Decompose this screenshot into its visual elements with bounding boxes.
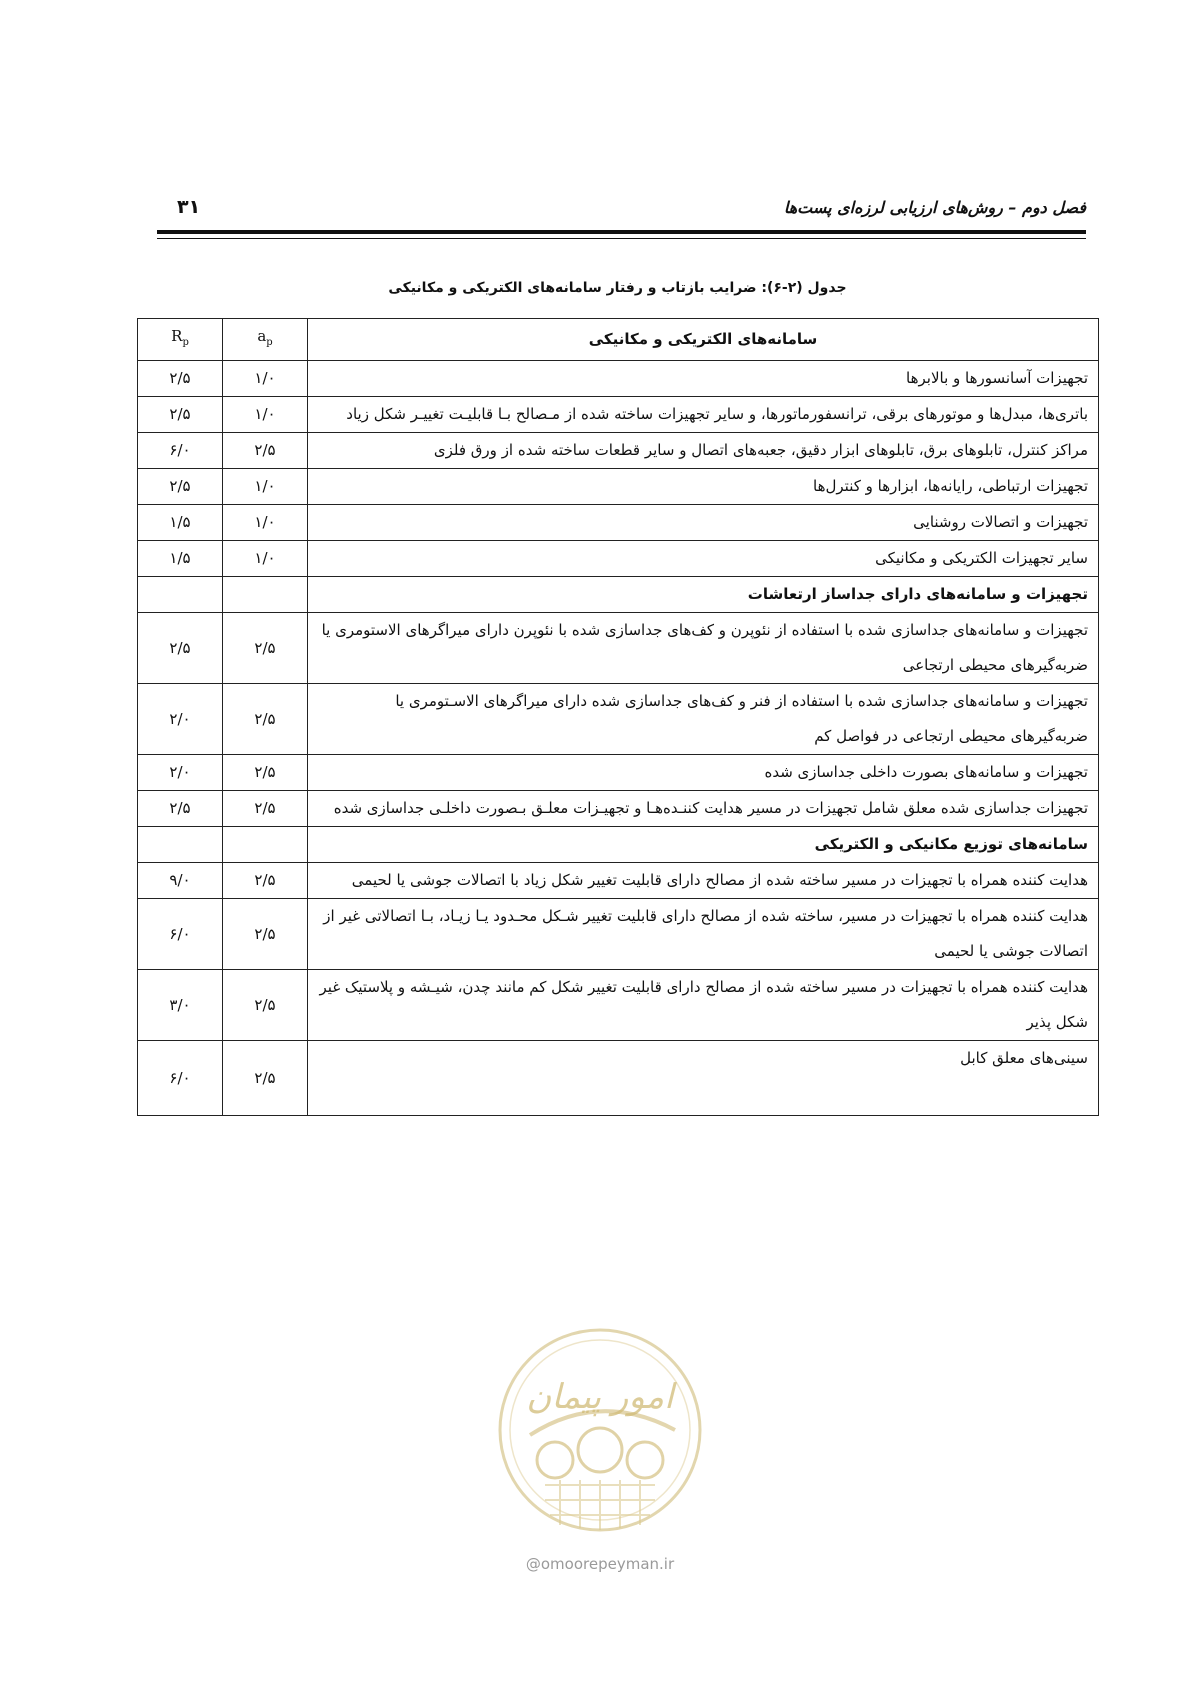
section-row: [138, 827, 1099, 863]
row-description: تجهیزات و اتصالات روشنایی: [308, 505, 1099, 541]
header-ap-main: a: [257, 327, 267, 345]
row-rp: ۲/۵: [138, 613, 223, 684]
row-ap: ۲/۵: [223, 755, 308, 791]
row-description: هدایت کننده همراه با تجهیزات در مسیر ساخته شده از مصالح دارای قابلیت تغییر شکل زیاد با اتصالات جوشی یا لحیمی: [308, 863, 1099, 899]
row-description: تجهیزات آسانسورها و بالابرها: [308, 361, 1099, 397]
row-rp: ۲/۵: [138, 791, 223, 827]
section-title: تجهیزات و سامانه‌های دارای جداساز ارتعاشات: [308, 577, 1099, 613]
header-rp: [138, 319, 223, 361]
row-rp: ۲/۰: [138, 684, 223, 755]
row-rp: ۱/۵: [138, 541, 223, 577]
table-row: [138, 361, 1099, 397]
table-row: [138, 541, 1099, 577]
row-ap: ۲/۵: [223, 863, 308, 899]
row-description: باتری‌ها، مبدل‌ها و موتورهای برقی، ترانسفورماتورها، و سایر تجهیزات ساخته شده از مـصالح بـا قابلیـت تغییـر شکل زیاد: [308, 397, 1099, 433]
page-number: ۳۱: [177, 196, 201, 218]
table-row: [138, 433, 1099, 469]
table-row: [138, 970, 1099, 1041]
watermark-gears: [537, 1428, 663, 1478]
row-description: تجهیزات و سامانه‌های جداسازی شده با استفاده از فنر و کف‌های جداسازی شده دارای میراگرهای الاسـتومری یا ضربه‌گیرهای محیطی ارتجاعی در فواصل کم: [308, 684, 1099, 755]
row-description: سایر تجهیزات الکتریکی و مکانیکی: [308, 541, 1099, 577]
chapter-title: فصل دوم – روش‌های ارزیابی لرزه‌ای پست‌ها: [783, 198, 1086, 217]
row-ap: ۲/۵: [223, 899, 308, 970]
row-ap: ۱/۰: [223, 541, 308, 577]
row-ap: ۲/۵: [223, 970, 308, 1041]
row-description: هدایت کننده همراه با تجهیزات در مسیر، ساخته شده از مصالح دارای قابلیت تغییر شـکل محـدود یـا زیـاد، بـا اتصالاتی غیر از اتصالات جوشی یا لحیمی: [308, 899, 1099, 970]
row-description: تجهیزات و سامانه‌های بصورت داخلی جداسازی شده: [308, 755, 1099, 791]
header-rp-main: R: [171, 327, 183, 345]
row-rp: ۲/۰: [138, 755, 223, 791]
row-ap: [223, 827, 308, 863]
row-ap: ۲/۵: [223, 684, 308, 755]
row-ap: [223, 577, 308, 613]
row-description: تجهیزات و سامانه‌های جداسازی شده با استفاده از نئوپرن و کف‌های جداسازی شده با نئوپرن دارای میراگرهای الاستومری یا ضربه‌گیرهای محیطی ارتجاعی: [308, 613, 1099, 684]
row-description: تجهیزات ارتباطی، رایانه‌ها، ابزارها و کنترل‌ها: [308, 469, 1099, 505]
row-rp: ۶/۰: [138, 1041, 223, 1116]
row-ap: ۲/۵: [223, 1041, 308, 1116]
watermark-logo: [490, 1320, 710, 1550]
header-ap-sub: p: [266, 337, 273, 348]
row-description: هدایت کننده همراه با تجهیزات در مسیر ساخته شده از مصالح دارای قابلیت تغییر شکل کم مانند چدن، شیـشه و پلاستیک غیر شکل پذیر: [308, 970, 1099, 1041]
header-ap: [223, 319, 308, 361]
row-ap: ۲/۵: [223, 433, 308, 469]
table-row: [138, 684, 1099, 755]
watermark-url: @omoorepeyman.ir: [525, 1555, 675, 1573]
watermark-logo-text: امور پیمان: [526, 1377, 674, 1417]
header-systems: سامانه‌های الکتریکی و مکانیکی: [308, 319, 1099, 361]
section-title: سامانه‌های توزیع مکانیکی و الکتریکی: [308, 827, 1099, 863]
table-header-row: [138, 319, 1099, 361]
row-ap: ۲/۵: [223, 613, 308, 684]
row-ap: ۱/۰: [223, 361, 308, 397]
table-row: [138, 397, 1099, 433]
header-rp-sub: p: [182, 337, 189, 348]
row-rp: [138, 827, 223, 863]
table-row: [138, 469, 1099, 505]
table-row: [138, 613, 1099, 684]
row-rp: ۶/۰: [138, 899, 223, 970]
row-rp: ۱/۵: [138, 505, 223, 541]
table-row: [138, 755, 1099, 791]
row-description: سینی‌های معلق کابل: [308, 1041, 1099, 1116]
row-rp: ۲/۵: [138, 469, 223, 505]
row-ap: ۲/۵: [223, 791, 308, 827]
coefficients-table: [137, 318, 1099, 1116]
row-rp: [138, 577, 223, 613]
row-rp: ۶/۰: [138, 433, 223, 469]
table-row: [138, 863, 1099, 899]
table-row: [138, 1041, 1099, 1116]
row-description: تجهیزات جداسازی شده معلق شامل تجهیزات در مسیر هدایت کننـده‌هـا و تجهیـزات معلـق بـصورت داخلـی جداسازی شده: [308, 791, 1099, 827]
row-rp: ۲/۵: [138, 361, 223, 397]
row-ap: ۱/۰: [223, 469, 308, 505]
table-row: [138, 505, 1099, 541]
row-ap: ۱/۰: [223, 505, 308, 541]
running-header: [157, 196, 1086, 226]
row-rp: ۳/۰: [138, 970, 223, 1041]
row-description: مراکز کنترل، تابلوهای برق، تابلوهای ابزار دقیق، جعبه‌های اتصال و سایر قطعات ساخته شده از ورق فلزی: [308, 433, 1099, 469]
section-row: [138, 577, 1099, 613]
header-rule-thin: [157, 238, 1086, 239]
header-rule-thick: [157, 230, 1086, 234]
table-row: [138, 791, 1099, 827]
table-row: [138, 899, 1099, 970]
row-rp: ۲/۵: [138, 397, 223, 433]
row-ap: ۱/۰: [223, 397, 308, 433]
row-rp: ۹/۰: [138, 863, 223, 899]
table-caption: جدول (۲-۶): ضرایب بازتاب و رفتار سامانه‌های الکتریکی و مکانیکی: [388, 280, 847, 296]
